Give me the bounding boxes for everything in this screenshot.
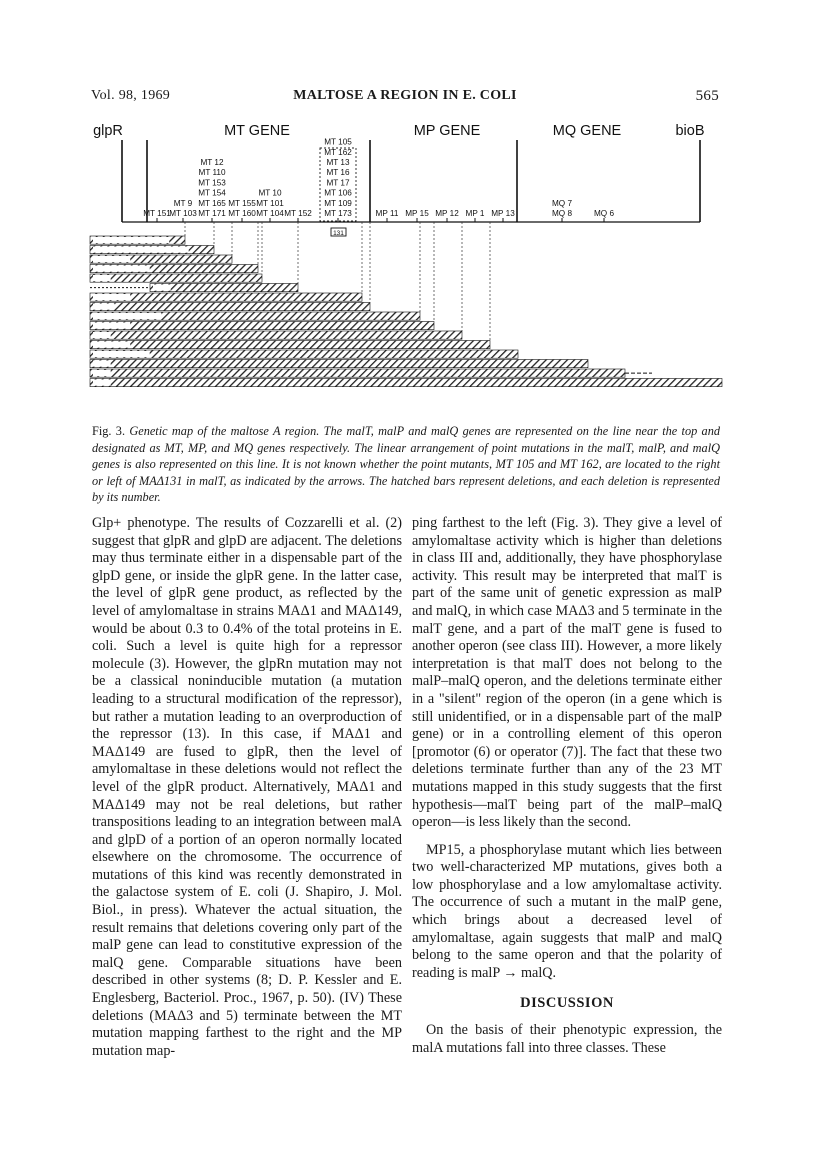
left-column: [92, 515, 402, 1060]
deletion-bar: [90, 322, 434, 330]
gene-region-label: MT GENE: [224, 123, 290, 139]
deletion-label-backdrop: [153, 285, 171, 291]
mp-mutation-label: MP 11: [375, 209, 399, 218]
gene-region-label: MP GENE: [413, 123, 481, 139]
deletion-bar: [90, 274, 262, 282]
gene-region-label: bioB: [675, 123, 705, 139]
deletion-bar: [150, 284, 298, 292]
genetic-map-figure: [0, 0, 816, 420]
mp-mutation-label: MP 12: [435, 209, 459, 218]
deletion-bar: [90, 379, 722, 387]
mt-mutation-label: MT 101: [256, 198, 284, 208]
deletion-label-backdrop: [93, 304, 115, 310]
mt-mutation-label: MT 171: [198, 209, 226, 218]
deletion-label-backdrop: [93, 342, 130, 348]
deletion-label-backdrop: [93, 380, 111, 386]
deletion-label-backdrop: [93, 266, 150, 272]
mp-mutation-label: MP 15: [405, 209, 429, 218]
deletion-bar: [90, 360, 588, 368]
deletion-bar: [90, 331, 462, 339]
mt-mutation-label: MT 153: [198, 178, 226, 188]
mq-mutation-label: MQ 8: [551, 209, 573, 218]
mq-mutation-label: MQ 7: [551, 198, 573, 208]
mt-mutation-label: MT 105: [324, 137, 352, 147]
mt-mutation-label: MT 154: [198, 188, 226, 198]
right-column-paragraph-3: On the basis of their phenotypic expression, the malA mutations fall into three classes. These: [412, 1022, 722, 1056]
gene-region-label: MQ GENE: [552, 123, 622, 139]
deletion-bar: [90, 293, 362, 301]
mt-mutation-label: MT 152: [284, 209, 312, 218]
mp-mutation-label: MP 13: [491, 209, 515, 218]
running-title: MALTOSE A REGION IN E. COLI: [293, 88, 517, 103]
deletion-label-backdrop: [93, 351, 150, 357]
mt-mutation-label: MT 103: [169, 209, 197, 218]
journal-volume: Vol. 98, 1969: [91, 88, 171, 103]
right-column: [412, 515, 722, 1057]
figure-caption: [92, 423, 720, 506]
mt-mutation-label: MT 151: [143, 209, 171, 218]
deletion-label-backdrop: [93, 237, 169, 243]
gene-region-label: glpR: [93, 123, 123, 139]
deletion-bar: [90, 350, 518, 358]
deletion-bar: [90, 341, 490, 349]
deletion-label-backdrop: [93, 370, 111, 376]
deletion-label-backdrop: [93, 256, 130, 262]
deletion-label-backdrop: [93, 332, 111, 338]
mt-mutation-label: MT 13: [326, 158, 350, 167]
mt-mutation-label: MT 165: [198, 198, 226, 208]
figure-label: Fig. 3.: [92, 424, 126, 438]
mt-mutation-label: MT 12: [200, 158, 224, 167]
deletion-label-backdrop: [93, 294, 130, 300]
figure-caption-text: Genetic map of the maltose A region. The malT, malP and malQ genes are represented on the line near the top and designated as MT, MP, and MQ genes respectively. The linear arrangement of point mutations in the malT, malP, and malQ genes is also represented on this line. It is not known whether the point mutants, MT 105 and MT 162, are located to the right or left of MAΔ131 in malT, as indicated by the arrows. The hatched bars represent deletions, and each deletion is represented by its number.: [92, 424, 721, 505]
right-column-paragraph-1: ping farthest to the left (Fig. 3). They give a level of amylomaltase activity which is higher than deletions in class III and, additionally, they have phosphorylase activity. This result may be interpreted that malT is part of the same unit of genetic expression as malP and malQ, in which case MAΔ3 and 5 terminate in the malT gene, and a part of the malT gene is fused to another operon (see class III). However, a more likely interpretation is that malT does not belong to the malP–malQ operon, and the deletions terminate either in a "silent" region of the operon (in a gene which is still unidentified, or in a dispensable part of the malP gene) or in a controlling element of this operon [promotor (6) or operator (7)]. The fact that these two deletions terminate further than any of the 23 MT mutations mapped in this study suggests that the first hypothesis—malT being part of the malP–malQ operon—is less likely than the second.: [412, 515, 722, 831]
mt-mutation-label: MT 155: [228, 198, 256, 208]
deletion-bar: [90, 303, 370, 311]
deletion-bar: [90, 369, 625, 377]
mt-mutation-label: MT 10: [258, 188, 282, 198]
deletion-label-backdrop: [93, 313, 161, 319]
deletion-131-label: 131: [333, 230, 344, 237]
deletion-label-backdrop: [93, 275, 111, 281]
mt-mutation-label: MT 162: [324, 147, 352, 157]
mt-mutation-label: MT 160: [228, 209, 256, 218]
mt-mutation-label: MT 109: [324, 198, 352, 208]
mt-mutation-label: MT 173: [324, 209, 352, 218]
deletion-label-backdrop: [93, 361, 111, 367]
mq-mutation-label: MQ 6: [593, 209, 615, 218]
mp-mutation-label: MP 1: [465, 209, 485, 218]
mt-mutation-label: MT 110: [198, 168, 226, 178]
right-column-paragraph-2: MP15, a phosphorylase mutant which lies between two well-characterized MP mutations, gives both a low phosphorylase and a low amylomaltase activity. The occurrence of such a mutant in the malP gene, which brings about a decreased level of amylomaltase, again suggests that malP and malQ belong to the same operon and that the polarity of reading is malP → malQ.: [412, 841, 722, 981]
mt-mutation-label: MT 9: [173, 198, 193, 208]
mt-mutation-label: MT 16: [326, 168, 350, 178]
deletion-label-backdrop: [93, 323, 130, 329]
mt-mutation-label: MT 17: [326, 178, 350, 188]
deletion-label-backdrop: [93, 247, 189, 253]
discussion-heading: DISCUSSION: [520, 995, 614, 1012]
mt-mutation-label: MT 106: [324, 188, 352, 198]
page-number: 565: [695, 88, 719, 104]
left-column-text: Glp+ phenotype. The results of Cozzarelli et al. (2) suggest that glpR and glpD are adjacent. The deletions may thus terminate either in a dispensable part of the glpD gene, or inside the glpR gene. In the latter case, the level of glpR gene product, as reflected by the level of amylomaltase in strains MAΔ1 and MAΔ149, would be about 0.3 to 0.4% of the total proteins in E. coli. Such a level is quite high for a repressor molecule (3). However, the glpRn mutation may not be a classical noninducible mutation (a mutation leading to a structural modification of the repressor), but rather a mutation leading to an overproduction of the repressor (13). In this case, if MAΔ1 and MAΔ149 are fused to glpR, then the level of amylomaltase in these deletions would not reflect the level of the glpR product. Alternatively, MAΔ1 and MAΔ149 may not be real deletions, but rather transpositions leading to an integration between malA and glpD of a portion of an operon normally located elsewhere on the chromosome. The occurrence of mutations of this kind was recently demonstrated in the galactose system of E. coli (J. Shapiro, J. Mol. Biol., in press). Whatever the actual situation, the result remains that deletions covering only part of the malP gene can lead to constitutive expression of the malQ gene. Comparable situations have been described in other systems (8; D. P. Kessler and E. Englesberg, Bacteriol. Proc., 1967, p. 50). (IV) These deletions (MAΔ3 and 5) terminate between the MT mutation mapping farthest to the right and the MP mutation map-: [92, 515, 402, 1059]
mt-mutation-label: MT 104: [256, 209, 284, 218]
